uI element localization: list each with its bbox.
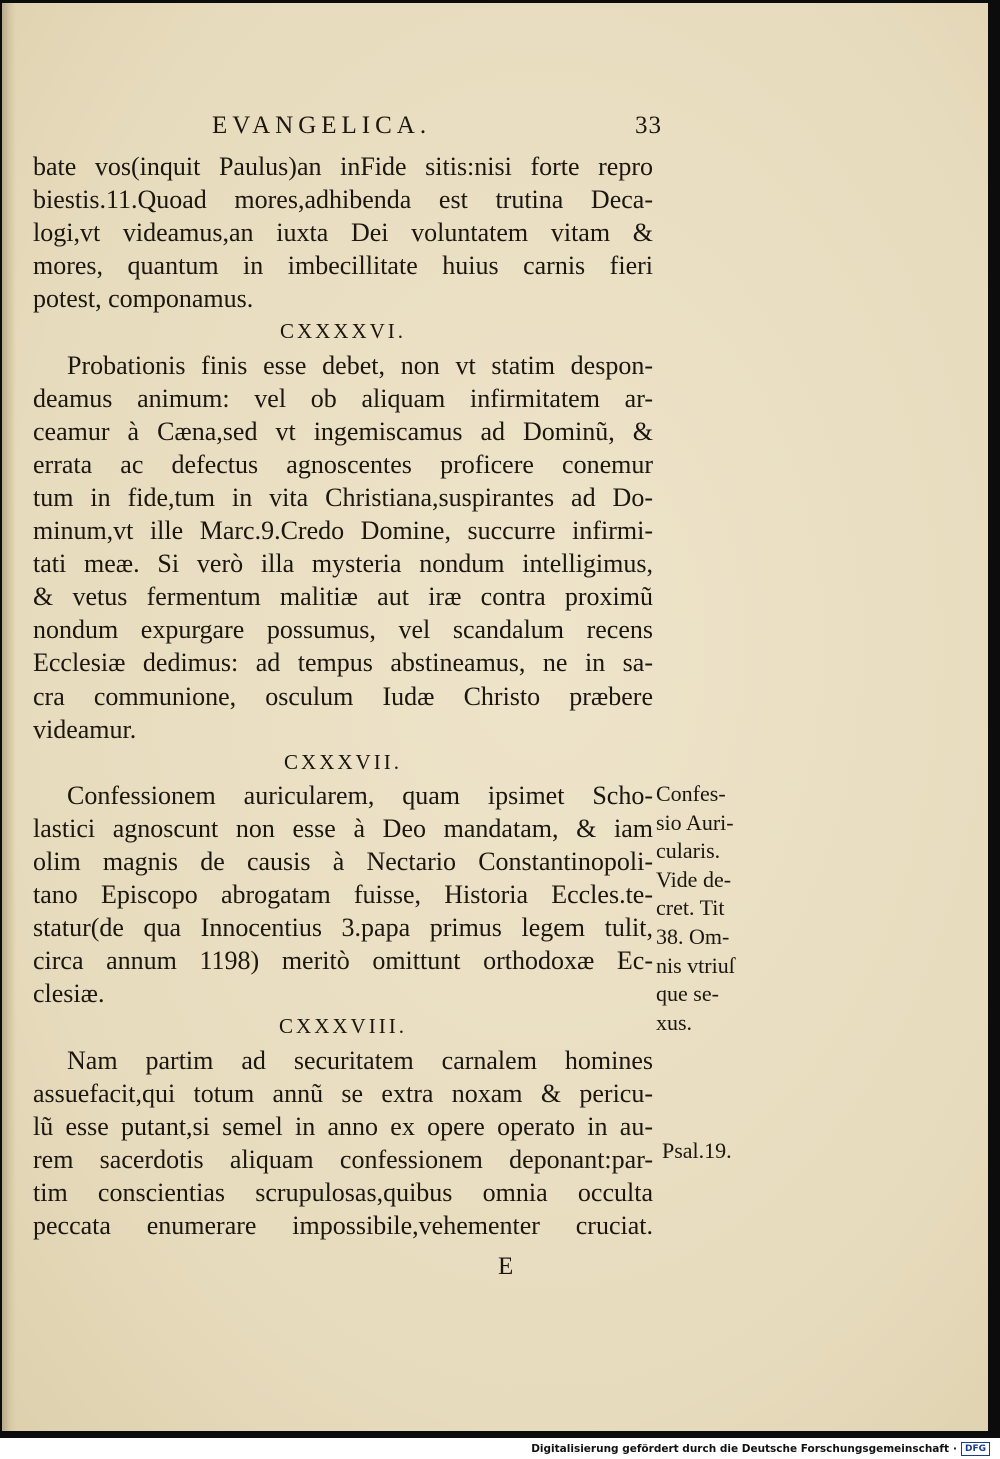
text-line: tum in fide,tum in vita Christiana,suspirantes ad Do- [33, 482, 653, 512]
footer-text: Digitalisierung gefördert durch die Deutsche Forschungsgemeinschaft [531, 1443, 949, 1455]
margin-note-line: Confes- [656, 781, 726, 806]
margin-note-line: que se- [656, 981, 719, 1007]
body-text [33, 150, 653, 1242]
text-line: & vetus fermentum malitiæ aut iræ contra proximũ [33, 582, 653, 612]
text-line: tati meæ. Si verò illa mysteria nondum intelligimus, [33, 549, 653, 579]
text-line: bate vos(inquit Paulus)an inFide sitis:nisi forte repro [33, 152, 653, 181]
margin-note-line: cret. Tit [656, 895, 725, 921]
margin-note [656, 780, 766, 1037]
page-gutter-shadow [2, 3, 16, 1431]
text-line: errata ac defectus agnoscentes proficere conemur [33, 449, 653, 479]
text-line: cra communione, osculum Iudæ Christo præbere [33, 681, 653, 711]
margin-note-line: sio Auri- [656, 809, 734, 835]
text-line: nondum expurgare possumus, vel scandalum recens [33, 615, 653, 645]
margin-note-line: xus. [656, 1009, 693, 1035]
margin-note-line: Vide de- [656, 866, 732, 892]
text-line: mores, quantum in imbecillitate huius carnis fieri [33, 251, 653, 281]
text-line: tano Episcopo abrogatam fuisse, Historia Eccles.te- [33, 880, 653, 910]
text-line: Nam partim ad securitatem carnalem homines [67, 1045, 653, 1075]
text-line: minum,vt ille Marc.9.Credo Domine, succurre infirmi- [33, 516, 653, 546]
text-line: Probationis finis esse debet, non vt statim despon- [67, 350, 653, 380]
digitization-footer [531, 1441, 990, 1457]
text-line: Ecclesiæ dedimus: ad tempus abstineamus, ne in sa- [33, 648, 653, 678]
section-number: CXXXVII. [284, 749, 402, 774]
text-line: Confessionem auricularem, quam ipsimet Scho- [67, 780, 653, 810]
signature-mark: E [498, 1253, 514, 1280]
text-line: olim magnis de causis à Nectario Constantinopoli- [33, 846, 653, 876]
margin-reference: Psal.19. [662, 1138, 732, 1163]
text-line: tim conscientias scrupulosas,quibus omnia occulta [33, 1177, 653, 1207]
running-head [212, 112, 662, 146]
margin-note-line: 38. Om- [656, 923, 730, 949]
text-line: videamur. [33, 714, 137, 744]
section-number: CXXXVIII. [279, 1014, 407, 1039]
text-line: rem sacerdotis aliquam confessionem deponant:par- [33, 1144, 653, 1174]
text-line: lũ esse putant,si semel in anno ex opere operato in au- [33, 1111, 653, 1141]
text-line: deamus animum: vel ob aliquam infirmitatem ar- [33, 383, 653, 413]
text-line: circa annum 1198) meritò omittunt orthodoxæ Ec- [33, 946, 653, 976]
text-line: potest, componamus. [33, 284, 254, 314]
text-line: assuefacit,qui totum annũ se extra noxam & pericu- [33, 1078, 653, 1108]
text-line: statur(de qua Innocentius 3.papa primus legem tulit, [33, 913, 653, 943]
text-line: peccata enumerare impossibile,vehementer cruciat. [33, 1211, 653, 1240]
text-line: ceamur à Cæna,sed vt ingemiscamus ad Dominũ, & [33, 416, 653, 446]
page-number: 33 [635, 112, 662, 139]
running-head-title: EVANGELICA. [212, 112, 432, 139]
dfg-logo: DFG [961, 1442, 990, 1456]
text-line: biestis.11.Quoad mores,adhibenda est trutina Deca- [33, 185, 653, 215]
text-line: clesiæ. [33, 979, 105, 1009]
footer-separator: · [952, 1443, 957, 1455]
text-line: logi,vt videamus,an iuxta Dei voluntatem vitam & [33, 218, 653, 248]
text-line: lastici agnoscunt non esse à Deo mandatam, & iam [33, 813, 653, 843]
margin-note-line: nis vtriuſ [656, 952, 735, 978]
margin-note-line: cularis. [656, 838, 721, 864]
section-number: CXXXXVI. [279, 319, 407, 344]
